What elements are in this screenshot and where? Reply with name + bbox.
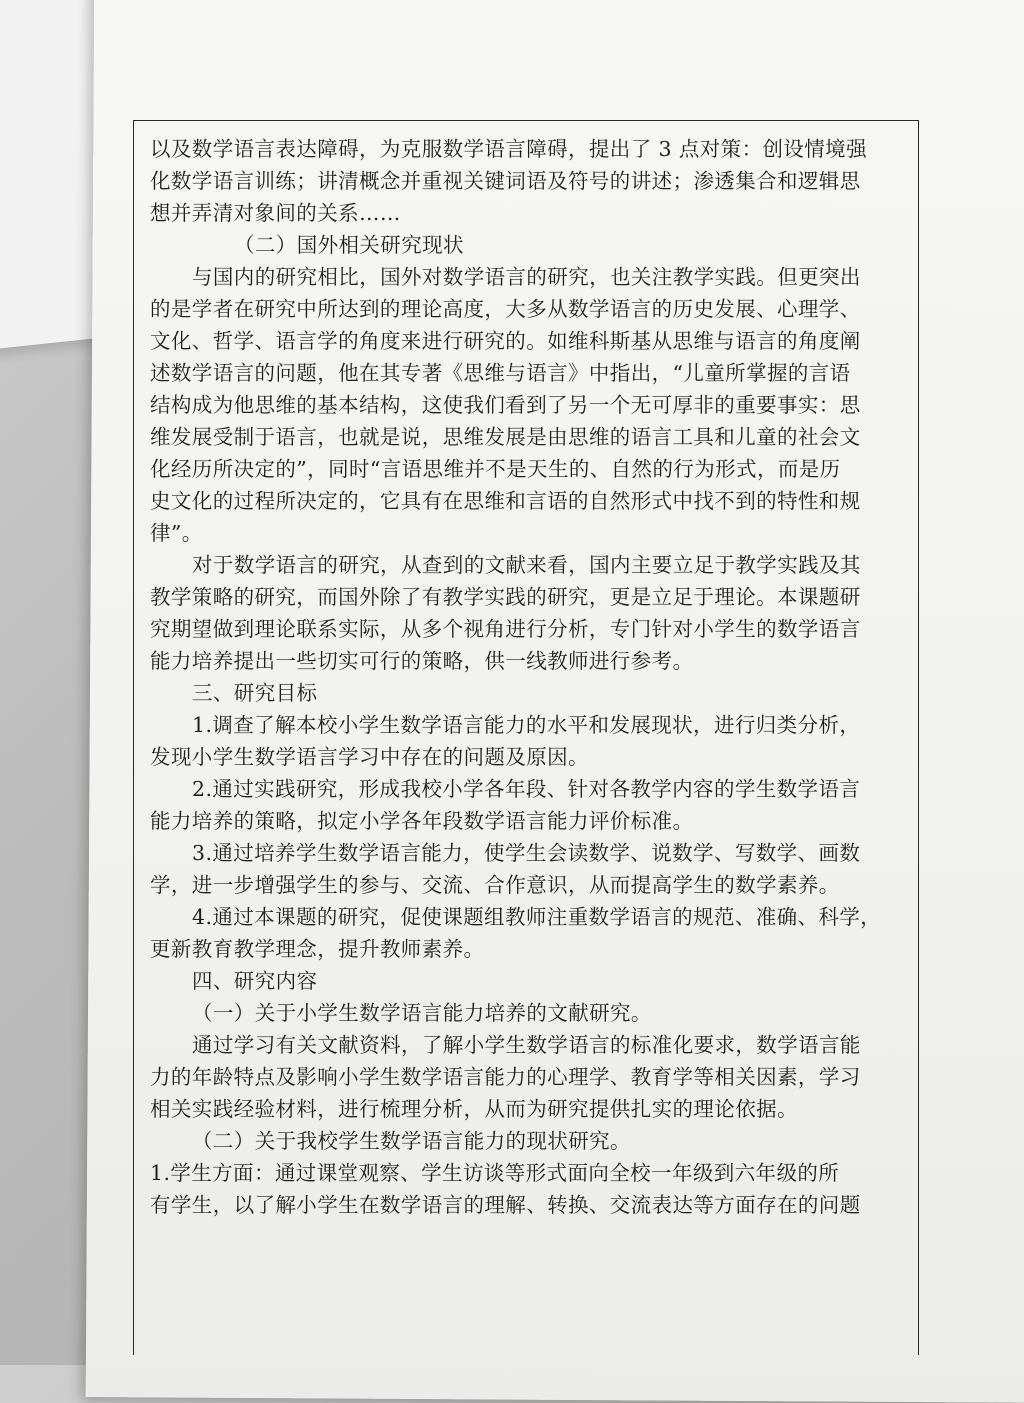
text-line: 学，进一步增强学生的参与、交流、合作意识，从而提高学生的数学素养。 xyxy=(150,873,840,897)
section-heading: （二）国外相关研究现状 xyxy=(234,233,464,257)
text-line: 发现小学生数学语言学习中存在的问题及原因。 xyxy=(150,745,589,769)
text-line: 究期望做到理论联系实际，从多个视角进行分析，专门针对小学生的数学语言 xyxy=(150,617,861,641)
text-line: 化经历所决定的”，同时“言语思维并不是天生的、自然的行为形式，而是历 xyxy=(150,457,841,481)
text-line: 史文化的过程所决定的，它具有在思维和言语的自然形式中找不到的特性和规 xyxy=(150,489,861,513)
text-line: 想并弄清对象间的关系…… xyxy=(150,201,401,225)
text-line: 有学生，以了解小学生在数学语言的理解、转换、交流表达等方面存在的问题 xyxy=(150,1193,861,1217)
text-line: 律”。 xyxy=(150,521,203,545)
text-line: 相关实践经验材料，进行梳理分析，从而为研究提供扎实的理论依据。 xyxy=(150,1097,798,1121)
text-line: 2.通过实践研究，形成我校小学各年段、针对各教学内容的学生数学语言 xyxy=(192,777,861,801)
text-line: 更新教育教学理念，提升教师素养。 xyxy=(150,937,485,961)
text-line: 力的年龄特点及影响小学生数学语言能力的心理学、教育学等相关因素，学习 xyxy=(150,1065,861,1089)
text-line: 文化、哲学、语言学的角度来进行研究的。如维科斯基从思维与语言的角度阐 xyxy=(150,329,861,353)
subsection-heading: （一）关于小学生数学语言能力培养的文献研究。 xyxy=(192,1001,652,1025)
text-line: 对于数学语言的研究，从查到的文献来看，国内主要立足于教学实践及其 xyxy=(192,553,861,577)
text-line: 化数学语言训练；讲清概念并重视关键词语及符号的讲述；渗透集合和逻辑思 xyxy=(150,169,861,193)
text-line: 以及数学语言表达障碍，为克服数学语言障碍，提出了 3 点对策：创设情境强 xyxy=(150,137,867,161)
text-line: 教学策略的研究，而国外除了有教学实践的研究，更是立足于理论。本课题研 xyxy=(150,585,861,609)
text-line: 能力培养的策略，拟定小学各年段数学语言能力评价标准。 xyxy=(150,809,694,833)
text-line: 与国内的研究相比，国外对数学语言的研究，也关注教学实践。但更突出 xyxy=(192,265,861,289)
section-heading: 三、研究目标 xyxy=(192,681,318,705)
text-line: 4.通过本课题的研究，促使课题组教师注重数学语言的规范、准确、科学， xyxy=(192,905,882,929)
document-frame xyxy=(133,120,919,1355)
subsection-heading: （二）关于我校学生数学语言能力的现状研究。 xyxy=(192,1129,631,1153)
text-line: 能力培养提出一些切实可行的策略，供一线教师进行参考。 xyxy=(150,649,694,673)
text-line: 结构成为他思维的基本结构，这使我们看到了另一个无可厚非的重要事实：思 xyxy=(150,393,861,417)
text-line: 1.调查了解本校小学生数学语言能力的水平和发展现状，进行归类分析， xyxy=(192,713,861,737)
text-line: 通过学习有关文献资料，了解小学生数学语言的标准化要求，数学语言能 xyxy=(192,1033,861,1057)
text-line: 3.通过培养学生数学语言能力，使学生会读数学、说数学、写数学、画数 xyxy=(192,841,861,865)
text-line: 维发展受制于语言，也就是说，思维发展是由思维的语言工具和儿童的社会文 xyxy=(150,425,861,449)
text-line: 述数学语言的问题，他在其专著《思维与语言》中指出，“儿童所掌握的言语 xyxy=(150,361,851,385)
section-heading: 四、研究内容 xyxy=(192,969,318,993)
text-line: 的是学者在研究中所达到的理论高度，大多从数学语言的历史发展、心理学、 xyxy=(150,297,861,321)
text-line: 1.学生方面：通过课堂观察、学生访谈等形式面向全校一年级到六年级的所 xyxy=(150,1161,840,1185)
